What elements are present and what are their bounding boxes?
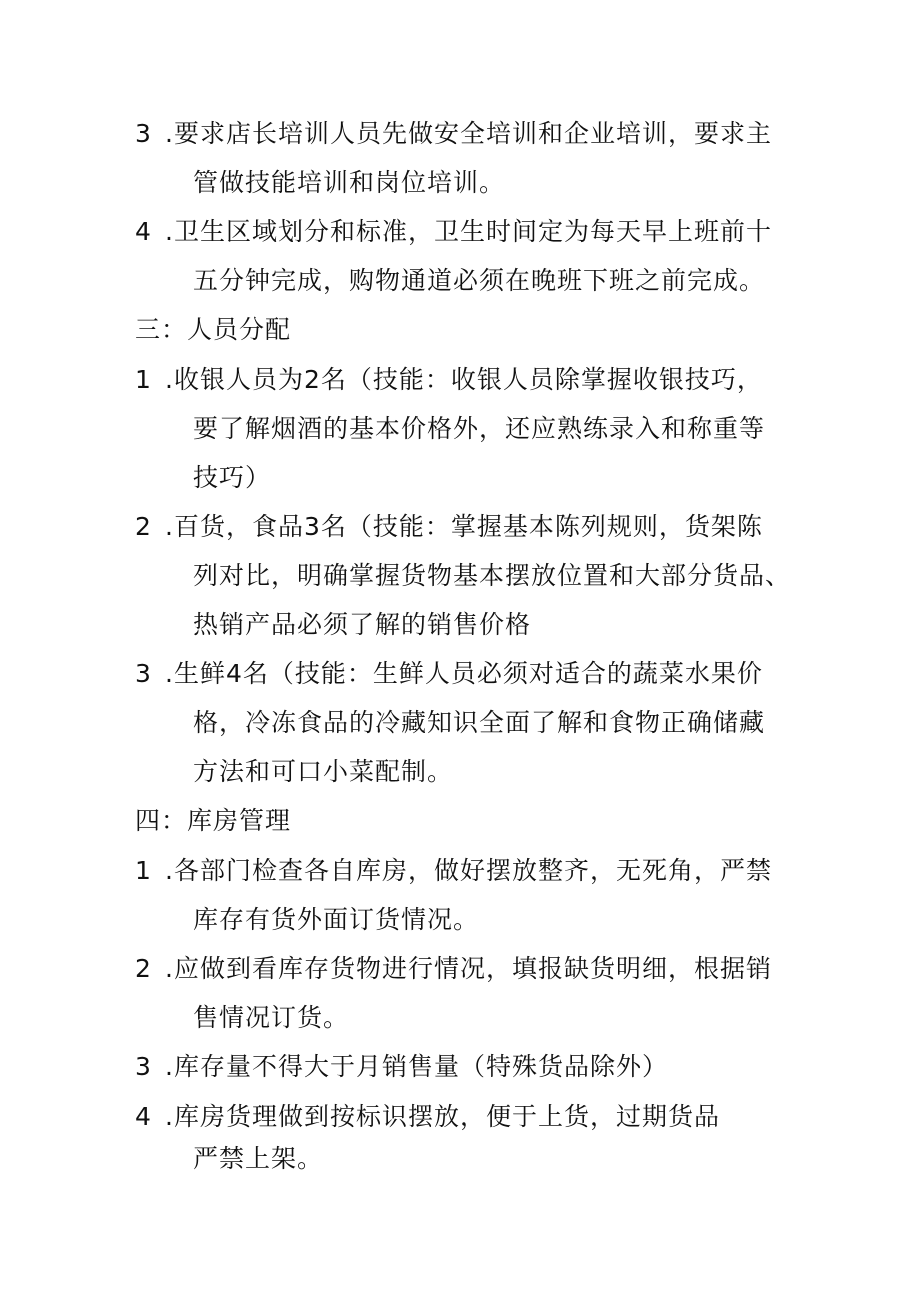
item-number: 1 <box>135 856 152 885</box>
item-number: 3 <box>135 119 152 148</box>
list-item-line <box>135 1051 668 1083</box>
list-item-continuation: 售情况订货。 <box>193 1003 350 1032</box>
item-text: .库存量不得大于月销售量（特殊货品除外） <box>165 1052 668 1081</box>
item-text: .要求店长培训人员先做安全培训和企业培训，要求主 <box>165 119 772 148</box>
list-item-continuation: 五分钟完成，购物通道必须在晚班下班之前完成。 <box>193 266 766 295</box>
list-item-line <box>135 364 763 396</box>
item-text: .收银人员为2名（技能：收银人员除掌握收银技巧， <box>165 365 763 394</box>
item-number: 4 <box>135 217 152 246</box>
item-number: 2 <box>135 954 152 983</box>
item-text: .各部门检查各自库房，做好摆放整齐，无死角，严禁 <box>165 856 772 885</box>
list-item-continuation: 要了解烟酒的基本价格外，还应熟练录入和称重等 <box>193 414 766 443</box>
item-number: 3 <box>135 659 152 688</box>
list-item-continuation: 技巧） <box>193 463 272 492</box>
item-text: .卫生区域划分和标准，卫生时间定为每天早上班前十 <box>165 217 772 246</box>
list-item-continuation: 管做技能培训和岗位培训。 <box>193 168 506 197</box>
list-item-line <box>135 855 772 887</box>
list-item-continuation: 方法和可口小菜配制。 <box>193 757 454 786</box>
item-number: 4 <box>135 1102 152 1131</box>
list-item-line <box>135 1101 720 1133</box>
list-item-line <box>135 658 763 690</box>
item-number: 1 <box>135 365 152 394</box>
list-item-line <box>135 216 772 248</box>
item-number: 2 <box>135 512 152 541</box>
list-item-line <box>135 118 772 150</box>
list-item-continuation: 热销产品必须了解的销售价格 <box>193 610 532 639</box>
list-item-continuation: 列对比，明确掌握货物基本摆放位置和大部分货品、 <box>193 561 792 590</box>
item-number: 3 <box>135 1052 152 1081</box>
item-text: .库房货理做到按标识摆放，便于上货，过期货品 <box>165 1102 720 1131</box>
list-item-continuation: 格，冷冻食品的冷藏知识全面了解和食物正确储藏 <box>193 708 766 737</box>
list-item-continuation: 库存有货外面订货情况。 <box>193 905 480 934</box>
list-item-line <box>135 953 772 985</box>
section-heading: 三：人员分配 <box>135 315 292 344</box>
item-text: .百货，食品3名（技能：掌握基本陈列规则，货架陈 <box>165 512 763 541</box>
list-item-continuation: 严禁上架。 <box>193 1144 324 1173</box>
item-text: .应做到看库存货物进行情况，填报缺货明细，根据销 <box>165 954 772 983</box>
item-text: .生鲜4名（技能：生鲜人员必须对适合的蔬菜水果价 <box>165 659 763 688</box>
section-heading: 四：库房管理 <box>135 806 292 835</box>
list-item-line <box>135 511 763 543</box>
